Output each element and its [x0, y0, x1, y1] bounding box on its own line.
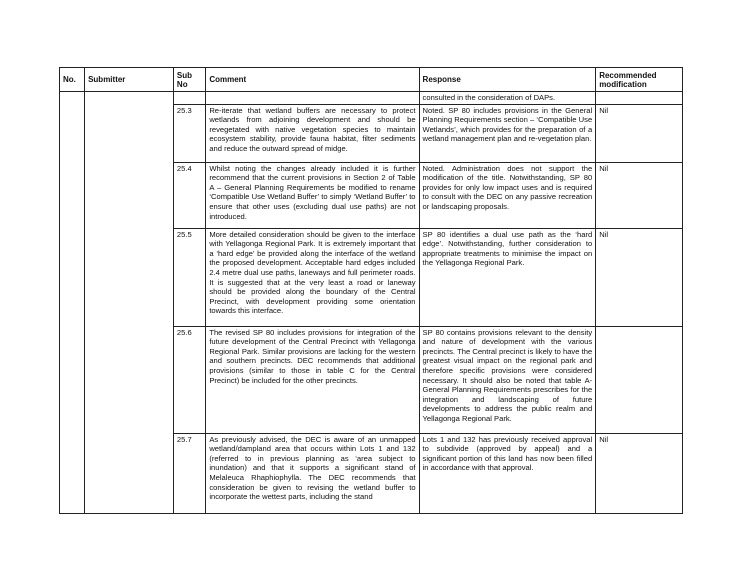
- cell-response: consulted in the consideration of DAPs.: [419, 92, 596, 105]
- cell-response: SP 80 identifies a dual use path as the ‘hard edge’. Notwithstanding, further consideration to appropriate treatments to minimise the impact on the Yellagonga Regional Park.: [419, 228, 596, 326]
- header-no: No.: [60, 68, 85, 92]
- cell-comment: Re-iterate that wetland buffers are necessary to protect wetlands from adjoining development and should be revegetated with native vegetation species to maintain ecosystem stability, provide fauna habitat, filter sediments and reduce the outward spread of midge.: [206, 104, 419, 162]
- cell-comment: As previously advised, the DEC is aware of an unmapped wetland/dampland area that occurs within Lots 1 and 132 (referred to in previous planning as ‘area subject to inundation) and that it supports a significant stand of Melaleuca Rhaphiophylla. The DEC recommends that consideration be given to revising the wetland buffer to incorporate the wettest parts, including the stand: [206, 433, 419, 513]
- cell-sub-no: 25.7: [173, 433, 205, 513]
- table-header-row: [60, 68, 683, 92]
- cell-recommended: Nil: [596, 433, 683, 513]
- cell-recommended: [596, 92, 683, 105]
- cell-recommended: Nil: [596, 104, 683, 162]
- cell-comment: Whilst noting the changes already included it is further recommend that the current provisions in Section 2 of Table A – General Planning Requirements be modified to rename ‘Compatible Use Wetland Buffer’ to simply ‘Wetland Buffer’ to ensure that other uses (excluding dual use paths) are not introduced.: [206, 162, 419, 228]
- cell-recommended: [596, 326, 683, 433]
- cell-comment: [206, 92, 419, 105]
- cell-comment: The revised SP 80 includes provisions for integration of the future development of the Central Precinct with Yellagonga Regional Park. Similar provisions are lacking for the western and southern precincts. DEC recommends that additional provisions (similar to those in table C for the Central Precinct) be included for the other precincts.: [206, 326, 419, 433]
- cell-response: Lots 1 and 132 has previously received approval to subdivide (approved by appeal) and a significant portion of this land has now been filled in accordance with that approval.: [419, 433, 596, 513]
- header-response: Response: [419, 68, 596, 92]
- cell-sub-no: 25.6: [173, 326, 205, 433]
- header-submitter: Submitter: [85, 68, 174, 92]
- cell-sub-no: 25.5: [173, 228, 205, 326]
- cell-submitter: [85, 92, 174, 514]
- cell-response: Noted. Administration does not support the modification of the title. Notwithstanding, SP 80 provides for only low impact uses and is required to consult with the DEC on any passive recreation or landscaping proposals.: [419, 162, 596, 228]
- cell-comment: More detailed consideration should be given to the interface with Yellagonga Regional Park. It is extremely important that a ‘hard edge’ be provided along the interface of the wetland the proposed development. Acceptable hard edges included 2.4 metre dual use paths, laneways and full perimeter roads. It is suggested that at the very least a road or laneway should be provided along the boundary of the Central Precinct, with development providing some orientation towards this interface.: [206, 228, 419, 326]
- submissions-table: [59, 67, 683, 514]
- cell-sub-no: 25.4: [173, 162, 205, 228]
- cell-sub-no: [173, 92, 205, 105]
- cell-recommended: Nil: [596, 162, 683, 228]
- cell-sub-no: 25.3: [173, 104, 205, 162]
- cell-response: Noted. SP 80 includes provisions in the General Planning Requirements section – ‘Compatible Use Wetlands’, which provides for the preparation of a wetland management plan and re-vegetation plan.: [419, 104, 596, 162]
- table-row: [60, 92, 683, 105]
- cell-recommended: Nil: [596, 228, 683, 326]
- header-sub-no: Sub No: [173, 68, 205, 92]
- cell-response: SP 80 contains provisions relevant to the density and nature of development with the various precincts. The Central precinct is likely to have the greatest visual impact on the regional park and therefore specific provisions were considered necessary. It should also be noted that table A- General Planning Requirements prescribes for the integration and landscaping of future developments to address the public realm and Yellagonga Regional Park.: [419, 326, 596, 433]
- header-recommended: Recommended modification: [596, 68, 683, 92]
- cell-no: [60, 92, 85, 514]
- header-comment: Comment: [206, 68, 419, 92]
